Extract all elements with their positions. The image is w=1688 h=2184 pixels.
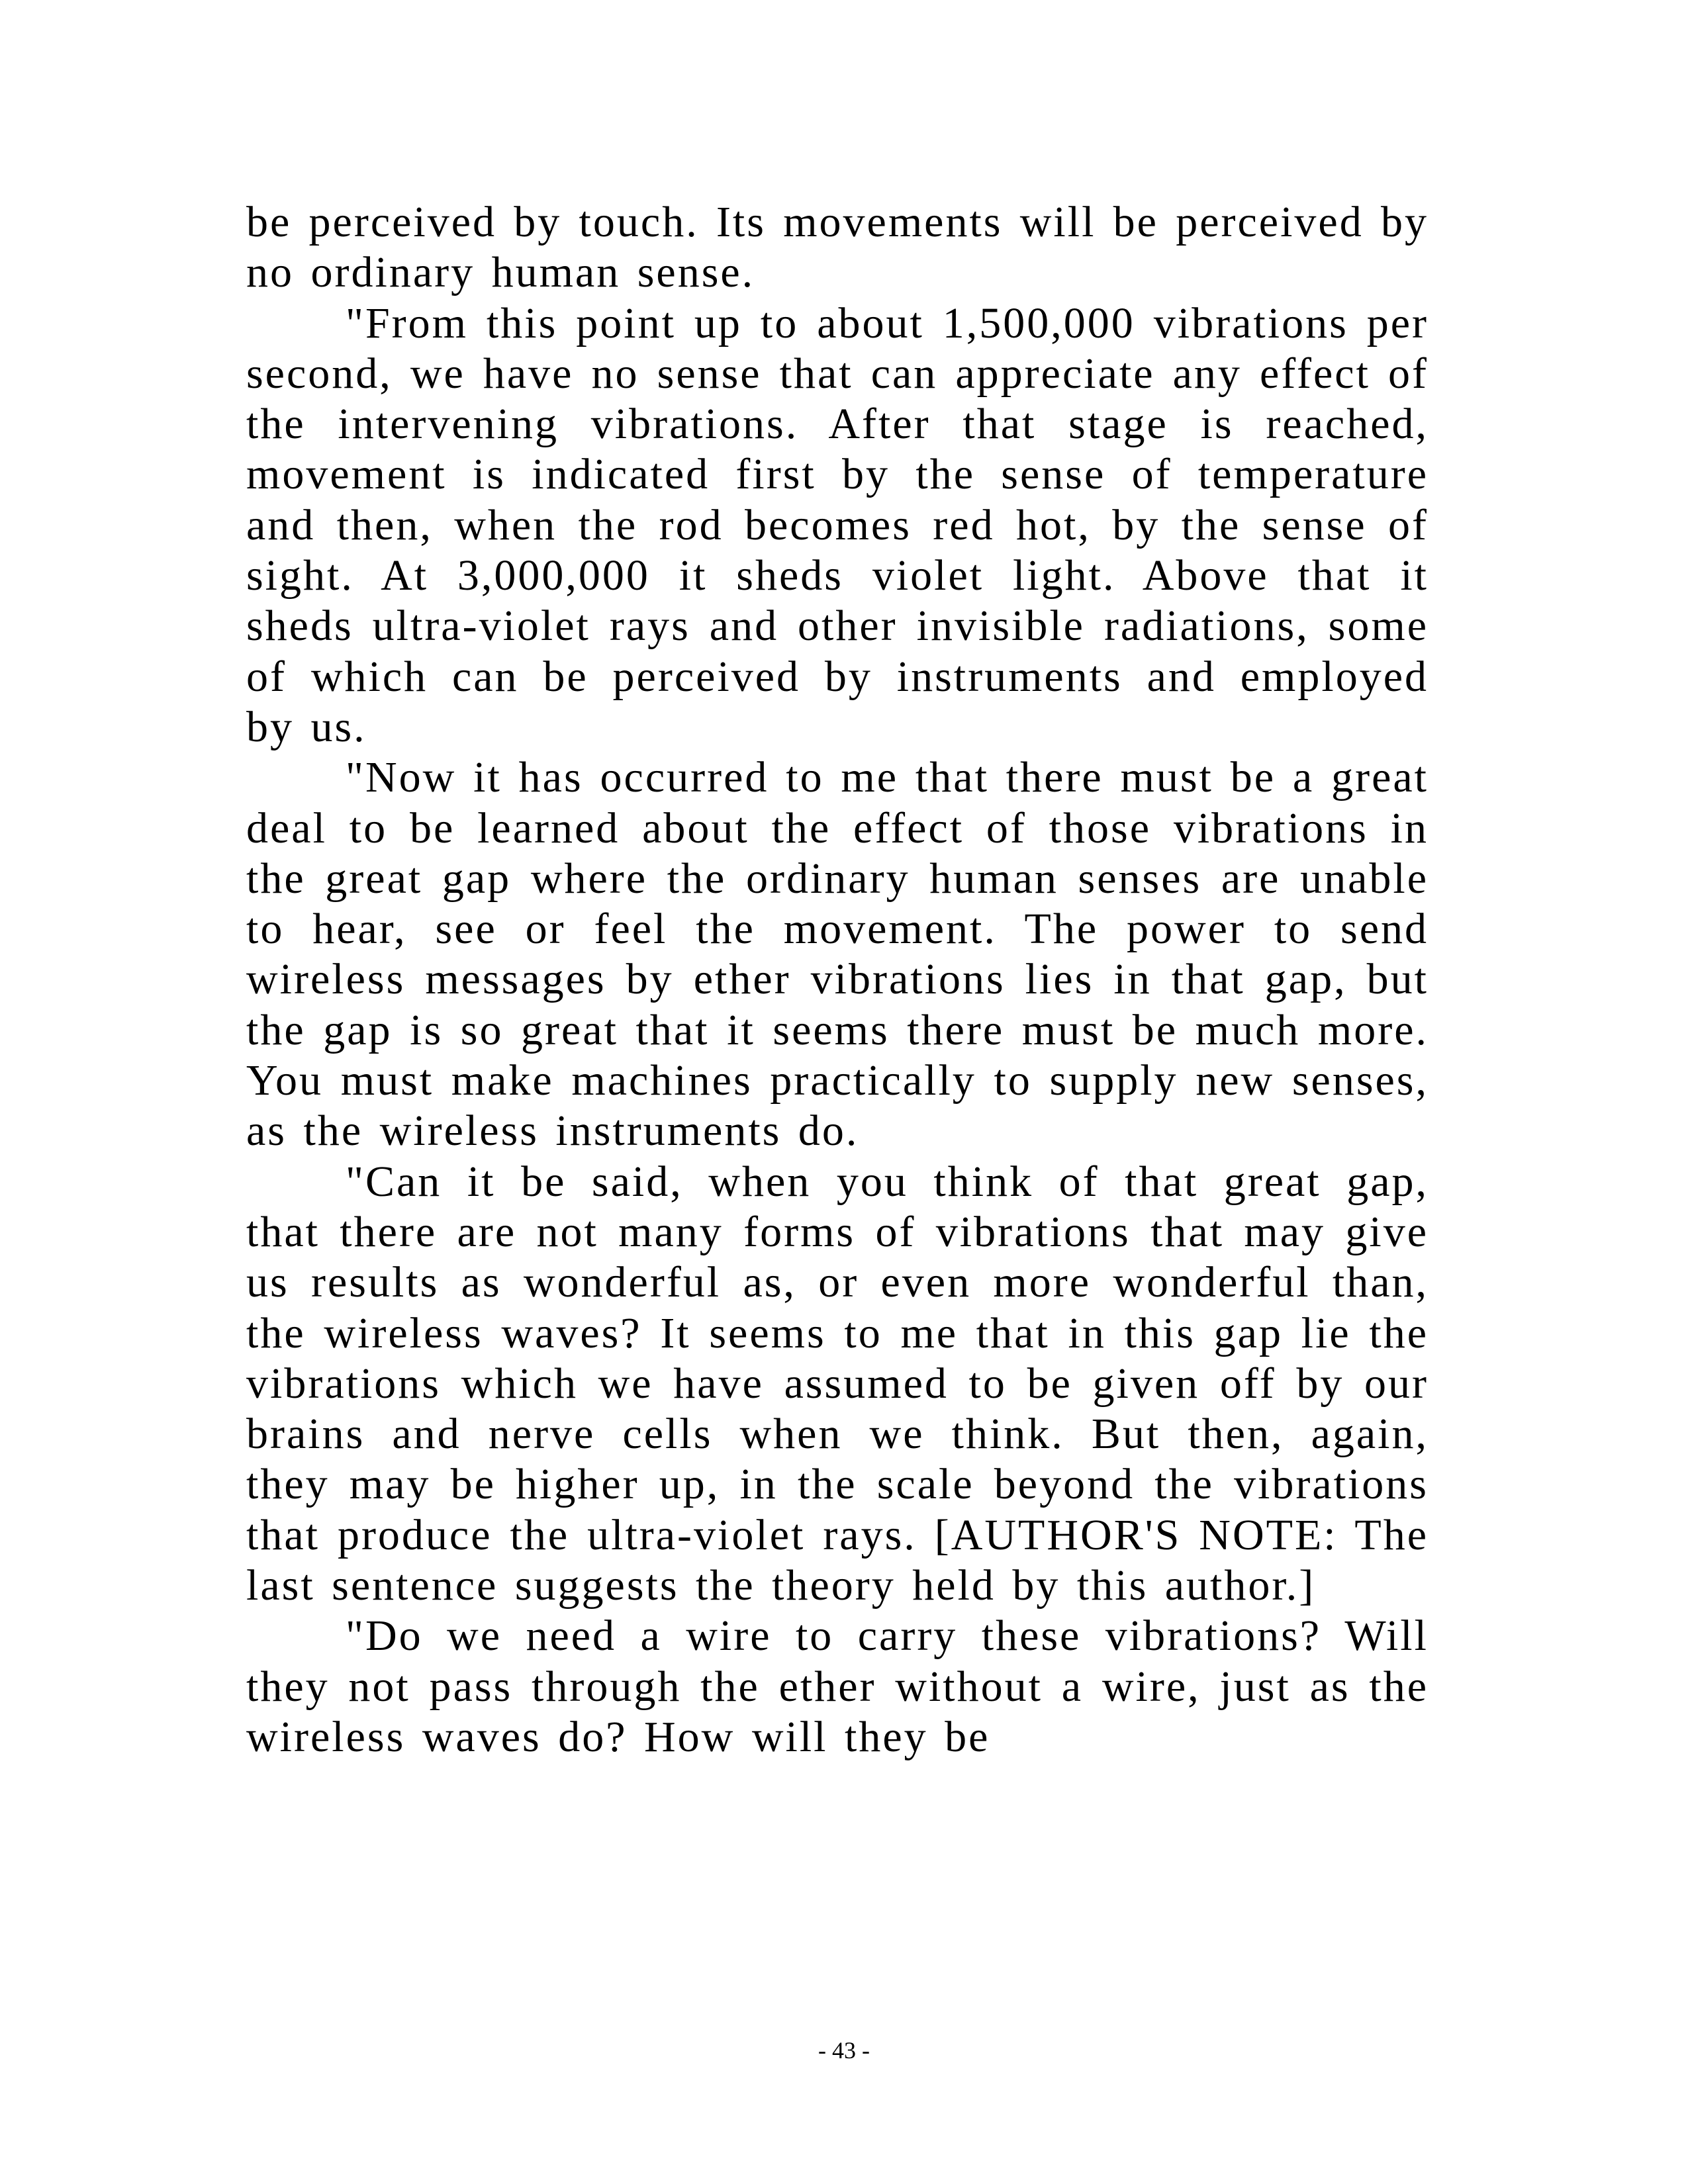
body-text <box>246 197 1429 1762</box>
page-number: - 43 - <box>818 2037 870 2064</box>
paragraph-continuation: be perceived by touch. Its movements will be perceived by no ordinary human sense. <box>246 198 1429 297</box>
paragraph-great-gap: "Now it has occurred to me that there must be a great deal to be learned about the effect of those vibrations in the great gap where the ordinary human senses are unable to hear, see or feel the movement. The power to send wireless messages by ether vibrations lies in that gap, but the gap is so great that it seems there must be much more. You must make machines practically to supply new senses, as the wireless instruments do. <box>246 753 1429 1156</box>
paragraph-vibrations-scale: "From this point up to about 1,500,000 vibrations per second, we have no sense that can appreciate any effect of the intervening vibrations. After that stage is reached, movement is indicated first by the sense of temperature and then, when the rod becomes red hot, by the sense of sight. At 3,000,000 it sheds violet light. Above that it sheds ultra-violet rays and other invisible radiations, some of which can be perceived by instruments and employed by us. <box>246 298 1429 751</box>
paragraph-brain-vibrations: "Can it be said, when you think of that great gap, that there are not many forms of vibrations that may give us results as wonderful as, or even more wonderful than, the wireless waves? It seems to me that in this gap lie the vibrations which we have assumed to be given off by our brains and nerve cells when we think. But then, again, they may be higher up, in the scale beyond the vibrations that produce the ultra-violet rays. [AUTHOR'S NOTE: The last sentence suggests the theory held by this author.] <box>246 1157 1429 1610</box>
paragraph-wire-question: "Do we need a wire to carry these vibrations? Will they not pass through the ether without a wire, just as the wireless waves do? How will they be <box>246 1612 1429 1761</box>
